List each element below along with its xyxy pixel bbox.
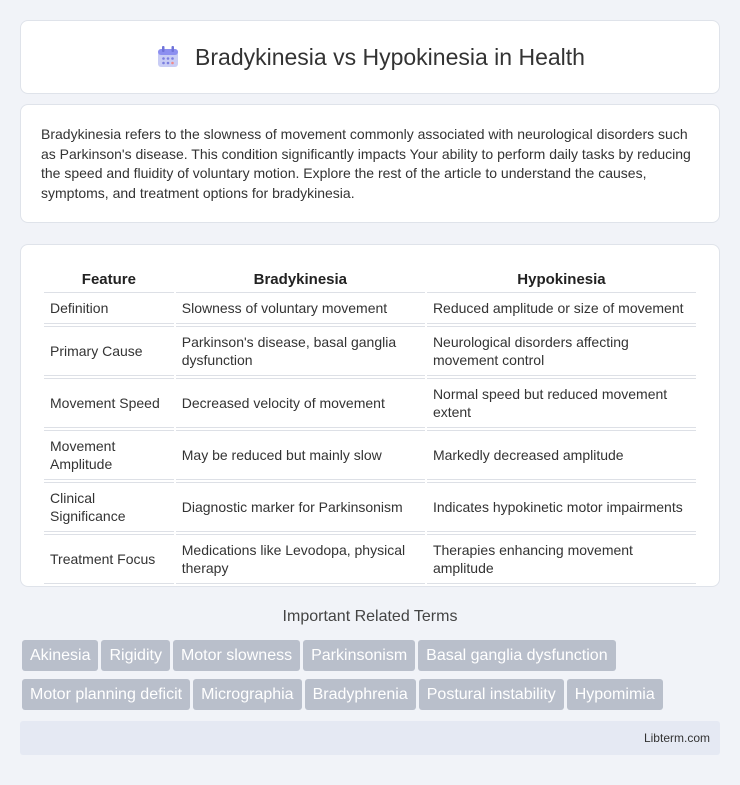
calendar-icon xyxy=(155,44,181,70)
table-header-row xyxy=(44,267,696,290)
column-header: Bradykinesia xyxy=(253,271,348,288)
related-term-tag[interactable]: Postural instability xyxy=(419,679,564,710)
column-header: Feature xyxy=(81,271,136,288)
table-cell: Neurological disorders affecting movement control xyxy=(427,326,696,376)
table-row xyxy=(44,430,696,480)
table-cell: May be reduced but mainly slow xyxy=(176,430,425,480)
table-cell: Movement Speed xyxy=(44,378,174,428)
table-cell: Primary Cause xyxy=(44,326,174,376)
table-cell: Treatment Focus xyxy=(44,534,174,584)
page-title: Bradykinesia vs Hypokinesia in Health xyxy=(195,43,585,70)
related-term-tag[interactable]: Akinesia xyxy=(22,640,98,671)
table-cell: Decreased velocity of movement xyxy=(176,378,425,428)
table-cell: Indicates hypokinetic motor impairments xyxy=(427,482,696,532)
related-term-tag[interactable]: Bradyphrenia xyxy=(305,679,416,710)
table-cell: Therapies enhancing movement amplitude xyxy=(427,534,696,584)
title-card xyxy=(20,20,720,94)
related-term-tag[interactable]: Basal ganglia dysfunction xyxy=(418,640,615,671)
table-cell: Movement Amplitude xyxy=(44,430,174,480)
related-term-tag[interactable]: Motor planning deficit xyxy=(22,679,190,710)
table-row xyxy=(44,326,696,376)
intro-text: Bradykinesia refers to the slowness of movement commonly associated with neurological disorders such as Parkinson's disease. This condition significantly impacts Your ability to perform daily tasks by reducing the speed and fluidity of voluntary motion. Explore the rest of the article to understand the causes, symptoms, and treatment options for bradykinesia. xyxy=(41,126,691,201)
related-term-tag[interactable]: Micrographia xyxy=(193,679,301,710)
table-cell: Slowness of voluntary movement xyxy=(176,292,425,324)
related-term-tag[interactable]: Hypomimia xyxy=(567,679,663,710)
table-cell: Medications like Levodopa, physical therapy xyxy=(176,534,425,584)
footer xyxy=(20,721,720,755)
table-cell: Diagnostic marker for Parkinsonism xyxy=(176,482,425,532)
related-term-tag[interactable]: Parkinsonism xyxy=(303,640,415,671)
comparison-table xyxy=(42,265,698,586)
table-row xyxy=(44,482,696,532)
table-cell: Parkinson's disease, basal ganglia dysfunction xyxy=(176,326,425,376)
column-header: Hypokinesia xyxy=(517,271,606,288)
related-terms-heading: Important Related Terms xyxy=(282,608,458,625)
table-row xyxy=(44,534,696,584)
table-row xyxy=(44,292,696,324)
table-cell: Reduced amplitude or size of movement xyxy=(427,292,696,324)
table-row xyxy=(44,378,696,428)
related-terms-list xyxy=(22,640,722,718)
related-term-tag[interactable]: Rigidity xyxy=(101,640,169,671)
table-cell: Markedly decreased amplitude xyxy=(427,430,696,480)
intro-card xyxy=(20,104,720,223)
related-term-tag[interactable]: Motor slowness xyxy=(173,640,300,671)
table-cell: Clinical Significance xyxy=(44,482,174,532)
table-cell: Definition xyxy=(44,292,174,324)
footer-brand-link[interactable]: Libterm.com xyxy=(643,731,710,745)
comparison-table-card xyxy=(20,244,720,587)
table-cell: Normal speed but reduced movement extent xyxy=(427,378,696,428)
